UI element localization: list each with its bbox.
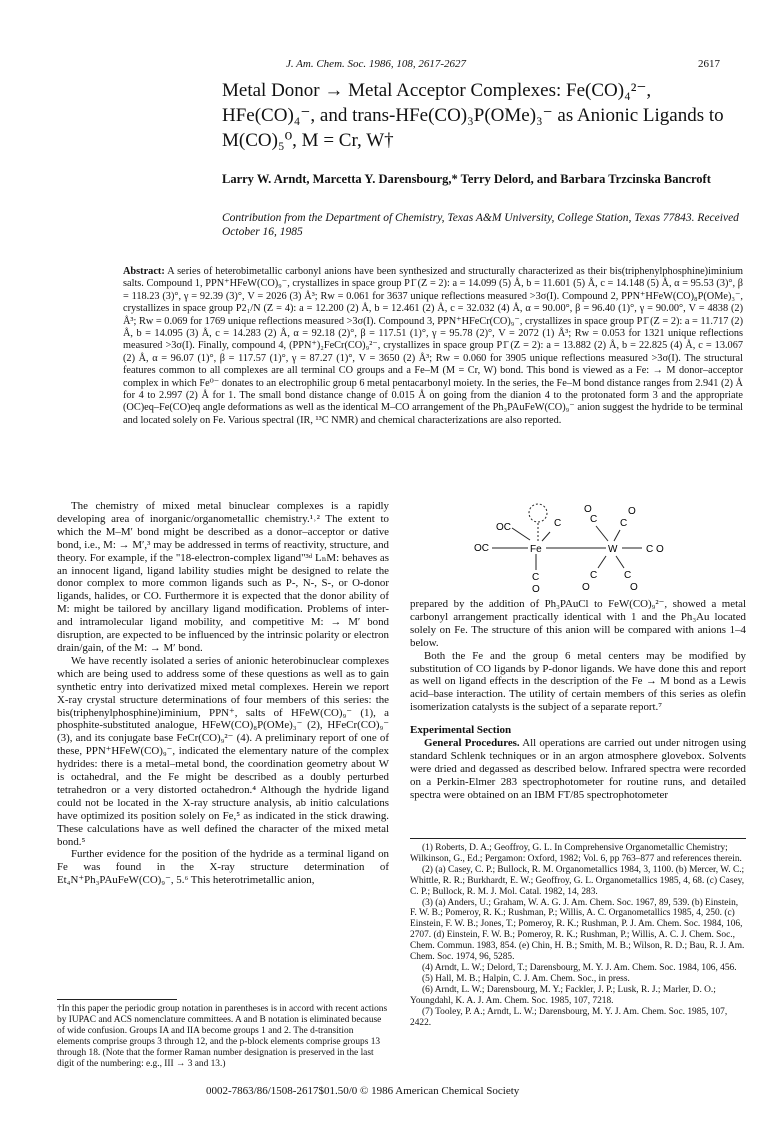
section-heading: Experimental Section	[410, 724, 512, 737]
carbonyl-label: C O	[646, 544, 664, 555]
carbonyl-label: C	[532, 572, 540, 583]
footnote-rule	[57, 999, 177, 1000]
carbonyl-label: C	[590, 570, 598, 581]
carbonyl-label: OC	[474, 543, 489, 554]
subsection-lead: General Procedures.	[424, 737, 520, 750]
abstract-label: Abstract:	[123, 266, 165, 277]
affiliation: Contribution from the Department of Chemistry, Texas A&M University, College Station, Texas 77843. Received October 16, 1985	[222, 212, 739, 238]
w-atom-label: W	[608, 544, 618, 555]
references	[410, 838, 746, 1028]
page-number: 2617	[698, 58, 720, 70]
abstract	[123, 266, 743, 427]
right-column	[410, 598, 746, 802]
copyright-footer: 0002-7863/86/1508-2617$01.50/0 © 1986 American Chemical Society	[206, 1085, 520, 1097]
journal-header: J. Am. Chem. Soc. 1986, 108, 2617-2627	[286, 58, 467, 70]
bond-line	[614, 530, 620, 541]
carbonyl-label: O	[630, 582, 638, 593]
footnote-text: †In this paper the periodic group notation in parentheses is in accord with recent actions by IUPAC and ACS nomenclature committees. A and B notation is eliminated because of wide confusion. Groups IA and IIA become groups 1 and 2. The d-transition elements comprise groups 3 through 12, and the p-block elements comprise groups 13 through 18. (Note that the former Raman number designation is preserved in the last digit of the numbering: e.g., III → 3 and 13.)	[57, 1004, 388, 1069]
abstract-text: A series of heterobimetallic carbonyl anions have been synthesized and structurally characterized as their bis(triphenylphosphine)iminium salts. Compound 1, PPN⁺HFeW(CO)₉⁻, crystallizes in space group P1̄ (Z = 2): a = 14.099 (5) Å, b = 11.601 (5) Å, c = 14.148 (5) Å, α = 95.53 (3)°, β = 118.23 (3)°, γ = 92.39 (3)°, V = 2026 (3) Å³; Rw = 0.061 for 3637 unique reflections measured >3σ(I). Compound 2, PPN⁺HFeW(CO)₈P(OMe)₃⁻, crystallizes in space group P2₁/N (Z = 4): a = 12.200 (2) Å, b = 12.461 (2) Å, c = 32.032 (4) Å, α = 90.00°, β = 96.40 (1)°, γ = 90.00°, V = 4838 (2) Å³; Rw = 0.069 for 1769 unique reflections measured >3σ(I). Compound 3, PPN⁺HFeCr(CO)₉⁻, crystallizes in space group P1̄ (Z = 2): a = 11.717 (2) Å, b = 14.095 (3) Å, c = 14.283 (2) Å, α = 92.18 (2)°, β = 117.51 (1)°, γ = 95.78 (2)°, V = 2072 (1) Å³; Rw = 0.053 for 1321 unique reflections measured >3σ(I). Finally, compound 4, (PPN⁺)₂FeCr(CO)₉²⁻, crystallizes in space group P1̄ (Z = 2): a = 13.882 (2) Å, b = 22.825 (4) Å, c = 13.067 (2) Å, α = 96.07 (1)°, β = 117.57 (1)°, γ = 87.27 (1)°, V = 3650 (2) Å³; Rw = 0.060 for 3905 unique reflections measured >3σ(I). The structural features common to all complexes are all terminal CO groups and a Fe–M (M = Cr, W) bond. This bond is viewed as a Fe: → M donor–acceptor complex in which Fe⁰⁻ donates to an electrophilic group 6 metal pentacarbonyl moiety. In the series, the Fe–M bond distance ranges from 2.941 (2) Å for 4 to 2.997 (2) Å for 1. The small bond distance change of 0.015 Å on going from the dianion 4 to the protonated form 3 and the appropriate (OC)eq–Fe(CO)eq angle deformations as well as the identical M–CO arrangement of the Ph₃PAuFeW(CO)₉⁻ anion suggest the hydride to be terminal and located solely on Fe. Various spectral (IR, ¹³C NMR) and chemical characterizations are also reported.	[123, 266, 743, 426]
reference-item: (1) Roberts, D. A.; Geoffroy, G. L. In Comprehensive Organometallic Chemistry; Wilkinson, G., Ed.; Pergamon: Oxford, 1982; Vol. 6, pp 763–877 and references therein.	[410, 843, 742, 864]
reference-item: (3) (a) Anders, U.; Graham, W. A. G. J. Am. Chem. Soc. 1967, 89, 539. (b) Einstein, F. W. B.; Pomeroy, R. K.; Rushman, P.; Willis, A. C. Organometallics 1985, 4, 250. (c) Einstein, F. W. B.; Jones, T.; Pomeroy, R. K.; Rushman, P. J. Am. Chem. Soc. 1984, 106, 2707. (d) Einstein, F. W. B.; Pomeroy, R. K.; Rushman, P.; Willis, A. C. J. Chem. Soc., Chem. Commun. 1983, 854. (e) Chin, H. B.; Smith, M. B.; Wilson, R. D.; Bau, R. J. Am. Chem. Soc. 1974, 96, 5285.	[410, 897, 745, 963]
left-column	[57, 500, 389, 887]
body-paragraph: Both the Fe and the group 6 metal centers may be modified by substitution of CO ligands by P-donor ligands. We have done this and report as well on ligand effects in the description of the Fe → M bond as a Lewis acid–base interaction. The utility of certain members of this series as olefin isomerization catalysts is the subject of a separate report.⁷	[410, 649, 746, 714]
carbonyl-label: O	[628, 506, 636, 517]
reference-item: (6) Arndt, L. W.; Darensbourg, M. Y.; Fackler, J. P.; Lusk, R. J.; Marler, D. O.; Youngdahl, K. A. J. Am. Chem. Soc. 1985, 107, 7218.	[410, 984, 716, 1006]
carbonyl-label: O	[584, 504, 592, 515]
bond-line	[512, 528, 530, 540]
article-title: Metal Donor → Metal Acceptor Complexes: Fe(CO)₄²⁻, HFe(CO)₄⁻, and trans-HFe(CO)₃P(OMe)₃⁻ as Anionic Ligands to M(CO)₅⁰, M = Cr, W†	[222, 80, 724, 151]
body-paragraph: prepared by the addition of Ph₃PAuCl to FeW(CO)₉²⁻, showed a metal carbonyl arrangement practically identical with 1 and the Ph₃Au located solely on Fe. The structure of this anion will be compared with anions 1–4 below.	[410, 598, 746, 649]
carbonyl-label: C	[554, 518, 562, 529]
experimental-paragraph	[410, 737, 746, 802]
carbonyl-label: C	[620, 518, 628, 529]
reference-item: (2) (a) Casey, C. P.; Bullock, R. M. Organometallics 1984, 3, 1100. (b) Mercer, W. C.; Whittle, R. R.; Burkhardt, E. W.; Geoffroy, G. L. Organometallics 1985, 4, 68. (c) Casey, C. P.; Bullock, R. M. J. Mol. Catal. 1982, 14, 283.	[410, 864, 745, 897]
bond-line	[542, 532, 550, 541]
references-rule	[410, 838, 746, 839]
carbonyl-label: C	[624, 570, 632, 581]
reference-item: (7) Tooley, P. A.; Arndt, L. W.; Darensbourg, M. Y. J. Am. Chem. Soc. 1985, 107, 2422.	[410, 1006, 728, 1028]
bond-line	[596, 526, 608, 541]
hydride-orbital	[529, 504, 547, 522]
experimental-text: All operations are carried out under nitrogen using standard Schlenk techniques or in an argon atmosphere glovebox. Solvents were dried and degassed as described below. Infrared spectra were recorded on a Perkin-Elmer 283 spectrophotometer for routine runs, and detailed spectra were obtained on an IBM FT/85 spectrophotometer	[410, 737, 747, 801]
body-paragraph: Further evidence for the position of the hydride as a terminal ligand on Fe was found in the X-ray structure determination of Et₄N⁺Ph₃PAuFeW(CO)₉⁻, 5.⁶ This heterotrimetallic anion,	[57, 848, 389, 887]
carbonyl-label: O	[582, 582, 590, 593]
carbonyl-label: O	[532, 584, 540, 595]
carbonyl-label: OC	[496, 522, 511, 533]
structure-diagram	[470, 498, 700, 598]
fe-atom-label: Fe	[530, 544, 542, 555]
footnote-block	[57, 999, 389, 1069]
body-paragraph: The chemistry of mixed metal binuclear complexes is a rapidly developing area of inorganic/organometallic chemistry.¹˒² The extent to which the M–M′ bond might be described as a donor–acceptor or dative bond, i.e., M: → M′,³ may be addressed in terms of reactivity, structure, and theory. For example, if the "18-electron-complex ligand"³ᵈ LₙM: behaves as an innocent ligand, ligand lability studies might be designed to relate the donor complex to more common ligands such as P-, N-, S-, or O-donor ligands, halides, or CO. Furthermore it is expected that the donor ability of M: might be tailored by ancillary ligand modification. Problems of inter- and intramolecular ligand mobility, and competitive M: → M′ bond disruption, are expected to be influenced by the intrinsic polarity or electron drain/gain, of the M: → M′ bond.	[57, 500, 389, 654]
author-list: Larry W. Arndt, Marcetta Y. Darensbourg,* Terry Delord, and Barbara Trzcinska Bancroft	[222, 172, 711, 186]
body-paragraph: We have recently isolated a series of anionic heterobinuclear complexes which are being used to address some of these questions as well as to gain synthetic entry into derivatized mixed metal complexes. Herein we report X-ray crystal structure determinations of four members of this series: the bis(triphenylphosphine)iminium, PPN⁺, salts of HFeW(CO)₉⁻ (1), a phosphite-substituted analogue, HFeW(CO)₈P(OMe)₃⁻ (2), HFeCr(CO)₉⁻ (3), and its conjugate base FeCr(CO)₉²⁻ (4). A preliminary report of one of these, PPN⁺HFeW(CO)₉⁻, indicated the elementary nature of the complex hydrides: there is a metal–metal bond, the coordination geometry about W is octahedral, and the Fe might be described as a doubly perturbed tetrahedron or a very distorted octahedron.⁴ Although the hydride ligand could not be located in the X-ray structure analysis, ab initio calculations have optimized its position solely on Fe,⁵ as indicated in the stick drawing. These calculations have as well defined the character of the mixed metal bond.⁵	[57, 654, 389, 848]
bond-line	[598, 556, 606, 568]
reference-item: (4) Arndt, L. W.; Delord, T.; Darensbourg, M. Y. J. Am. Chem. Soc. 1984, 106, 456.	[422, 962, 737, 973]
reference-item: (5) Hall, M. B.; Halpin, C. J. Am. Chem. Soc., in press.	[422, 973, 630, 984]
bond-line	[616, 556, 624, 568]
carbonyl-label: C	[590, 514, 598, 525]
